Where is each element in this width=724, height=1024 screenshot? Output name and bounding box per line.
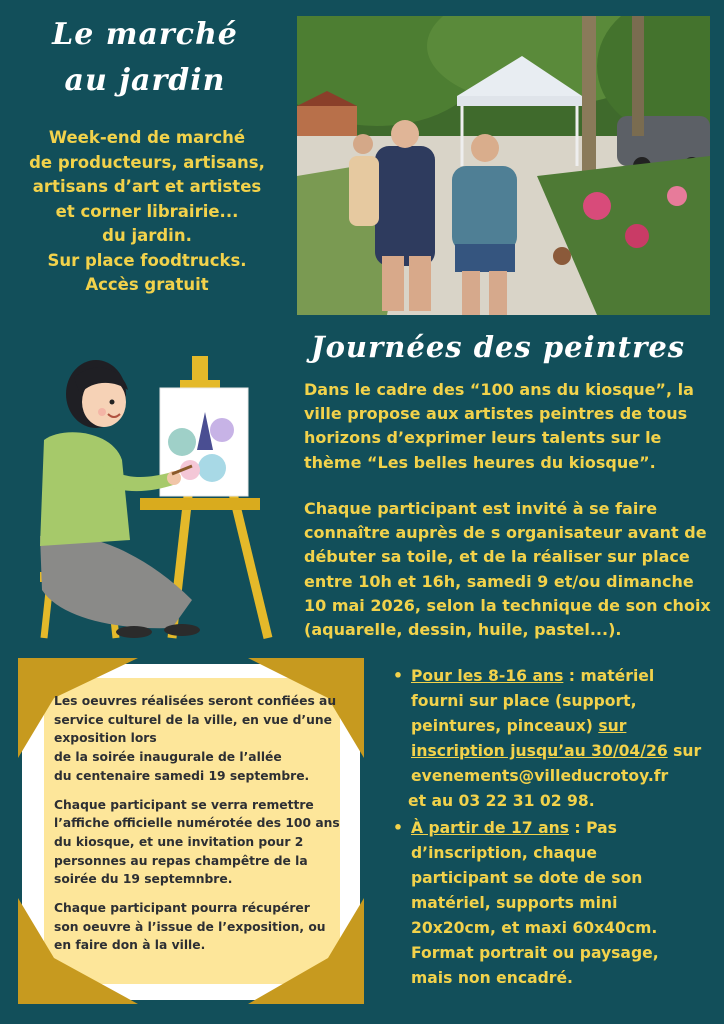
market-title-line1: Le marché (52, 17, 238, 52)
info-paragraph-3 (54, 899, 344, 955)
intro-line: Accès gratuit (85, 275, 209, 294)
info-line: Chaque participant se verra remettre (54, 797, 314, 812)
intro-line: et corner librairie... (55, 201, 239, 221)
contact-email: evenements@villeducrotoy.fr (411, 767, 669, 785)
contact-phone: et au 03 22 31 02 98. (408, 792, 595, 810)
intro-line: du jardin. (102, 226, 192, 245)
list-item-ages-8-16: • Pour les 8-16 ans : matériel fourni sur place (support, peintures, pinceaux) sur inscription jusqu’au 30/04/26 sur evenements@villeducrotoy.fr et au 03 22 31 02 98. (393, 664, 718, 814)
bullet-dot: • (393, 667, 403, 685)
list-item-ages-17-plus: • À partir de 17 ans : Pas d’inscription, chaque participant se dote de son matériel, supports mini 20x20cm, et maxi 60x40cm. Format portrait ou paysage, mais non encadré. (393, 816, 718, 991)
intro-line: artisans d’art et artistes (32, 177, 262, 196)
info-line: personnes au repas champêtre de la (54, 853, 308, 868)
registration-deadline: inscription jusqu’au 30/04/26 (411, 742, 668, 760)
info-line: l’affiche officielle numérotée des 100 ans (54, 816, 340, 831)
market-photo (297, 16, 710, 315)
market-title-line2: au jardin (64, 63, 226, 98)
info-line: du kiosque, et une invitation pour 2 (54, 834, 304, 849)
bullet-dot: • (393, 819, 403, 837)
info-line: service culturel de la ville, en vue d’une (54, 712, 332, 727)
painters-intro-paragraph: Dans le cadre des “100 ans du kiosque”, la ville propose aux artistes peintres de tous horizons d’exprimer leurs talents sur le thème “Les belles heures du kiosque”. (304, 380, 694, 472)
info-line: de la soirée inaugurale de l’allée (54, 750, 282, 765)
exhibition-info-text (54, 692, 344, 965)
ages-8-16-label: Pour les 8-16 ans (411, 667, 564, 685)
participation-list (393, 664, 718, 991)
painters-details-paragraph: Chaque participant est invité à se faire connaître auprès de s organisateur avant de débuter sa toile, et de la réaliser sur place entre 10h et 16h, samedi 9 et/ou dimanche 10 mai 2026, selon la technique de son choix (aquarelle, dessin, huile, pastel...). (304, 499, 711, 640)
ages-17-plus-label: À partir de 17 ans (411, 819, 569, 837)
market-intro (22, 126, 272, 298)
market-title (30, 12, 260, 104)
info-line: en faire don à la ville. (54, 938, 206, 953)
intro-line: de producteurs, artisans, (29, 152, 265, 172)
intro-line: Sur place foodtrucks. (47, 250, 247, 270)
info-paragraph-2 (54, 796, 344, 890)
info-line: exposition lors (54, 731, 157, 746)
intro-line: Week-end de marché (48, 128, 246, 147)
painter-illustration (22, 350, 282, 642)
painters-title: Journées des peintres (310, 330, 686, 364)
info-paragraph-1 (54, 692, 344, 786)
info-line: Les oeuvres réalisées seront confiées au (54, 694, 337, 708)
info-line: Chaque participant pourra récupérer (54, 901, 310, 916)
info-line: du centenaire samedi 19 septembre. (54, 768, 310, 783)
info-line: soirée du 19 septemnbre. (54, 872, 233, 887)
info-line: son oeuvre à l’issue de l’exposition, ou (54, 919, 326, 934)
